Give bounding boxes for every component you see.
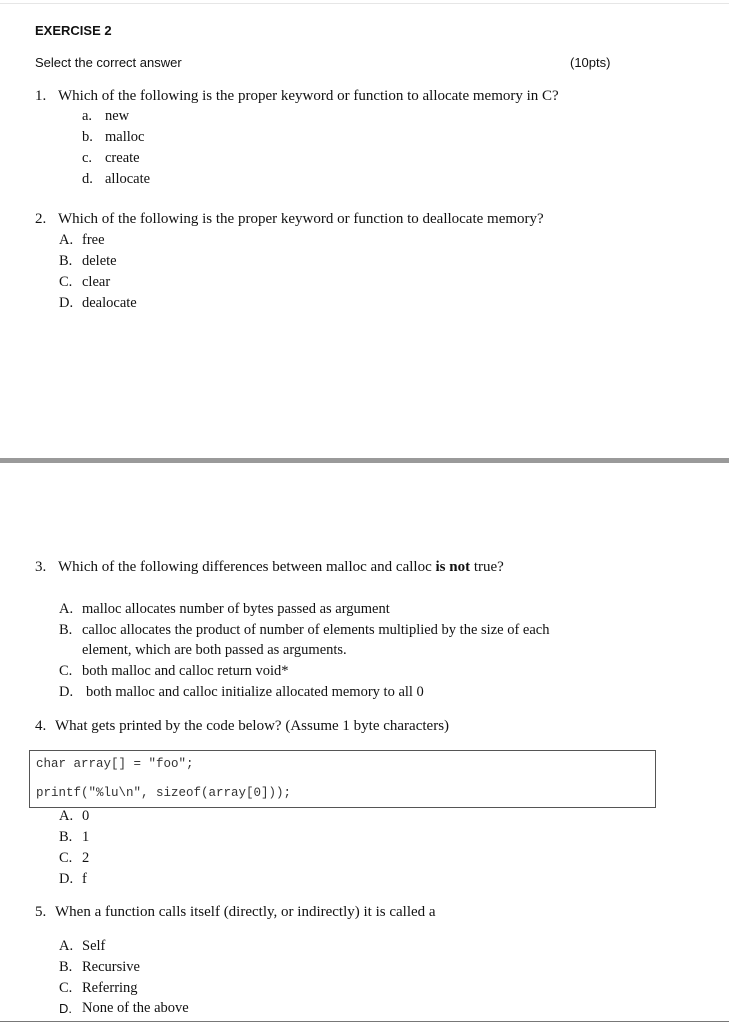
option-letter: D. — [59, 1001, 72, 1016]
option-text: 0 — [82, 808, 90, 824]
option-letter: A. — [59, 808, 74, 824]
code-block — [29, 750, 656, 808]
option-letter: D. — [59, 295, 74, 311]
question-text: When a function calls itself (directly, or indirectly) it is called a — [55, 904, 436, 920]
question-text: Which of the following is the proper keyword or function to deallocate memory? — [58, 211, 544, 227]
option-text: both malloc and calloc return void* — [82, 663, 289, 679]
option-letter: D. — [59, 871, 74, 887]
option-text: free — [82, 232, 105, 248]
page-separator — [0, 458, 729, 463]
option-letter: B. — [59, 253, 73, 269]
option-text: new — [105, 108, 130, 124]
option-text-continued: element, which are both passed as arguments. — [82, 642, 347, 658]
option-letter: C. — [59, 980, 73, 996]
bottom-border — [0, 1021, 729, 1022]
option-text: both malloc and calloc initialize allocated memory to all 0 — [86, 684, 424, 700]
code-line: printf("%lu\n", sizeof(array[0])); — [36, 786, 292, 800]
question-text-emphasis: is not — [435, 559, 471, 575]
question-text-part: Which of the following differences between malloc and calloc — [58, 559, 436, 575]
option-letter: B. — [59, 959, 73, 975]
option-text: allocate — [105, 171, 151, 187]
option-text: Self — [82, 938, 106, 954]
option-text: f — [82, 871, 87, 887]
option-letter: b. — [82, 129, 93, 145]
points-label: (10pts) — [570, 55, 611, 70]
option-text: malloc — [105, 129, 145, 145]
question-text: What gets printed by the code below? (Assume 1 byte characters) — [55, 718, 450, 734]
option-letter: C. — [59, 850, 73, 866]
question-text: Which of the following is the proper keyword or function to allocate memory in C? — [58, 88, 559, 104]
code-line: char array[] = "foo"; — [36, 757, 194, 771]
option-text: 2 — [82, 850, 90, 866]
question-number: 4. — [35, 718, 47, 734]
option-text: None of the above — [82, 1000, 189, 1016]
question-number: 5. — [35, 904, 47, 920]
exercise-title: EXERCISE 2 — [35, 23, 112, 38]
option-text: 1 — [82, 829, 90, 845]
option-letter: A. — [59, 232, 74, 248]
instructions: Select the correct answer — [35, 55, 182, 70]
option-text: malloc allocates number of bytes passed as argument — [82, 601, 390, 617]
option-letter: a. — [82, 108, 93, 124]
question-number: 3. — [35, 559, 47, 575]
option-text: clear — [82, 274, 111, 290]
question-number: 2. — [35, 211, 47, 227]
option-text: delete — [82, 253, 117, 269]
question-text-part: true? — [470, 559, 504, 575]
top-border — [0, 3, 729, 4]
question-number: 1. — [35, 88, 47, 104]
option-letter: c. — [82, 150, 93, 166]
option-letter: A. — [59, 938, 74, 954]
question-text — [58, 559, 504, 576]
option-letter: D. — [59, 684, 74, 700]
option-letter: B. — [59, 829, 73, 845]
option-letter: B. — [59, 622, 73, 638]
option-text: create — [105, 150, 140, 166]
option-letter: C. — [59, 663, 73, 679]
option-text: calloc allocates the product of number of elements multiplied by the size of each — [82, 622, 550, 638]
option-letter: C. — [59, 274, 73, 290]
option-text: Recursive — [82, 959, 140, 975]
option-text: Referring — [82, 980, 138, 996]
option-text: dealocate — [82, 295, 137, 311]
option-letter: A. — [59, 601, 74, 617]
option-letter: d. — [82, 171, 93, 187]
